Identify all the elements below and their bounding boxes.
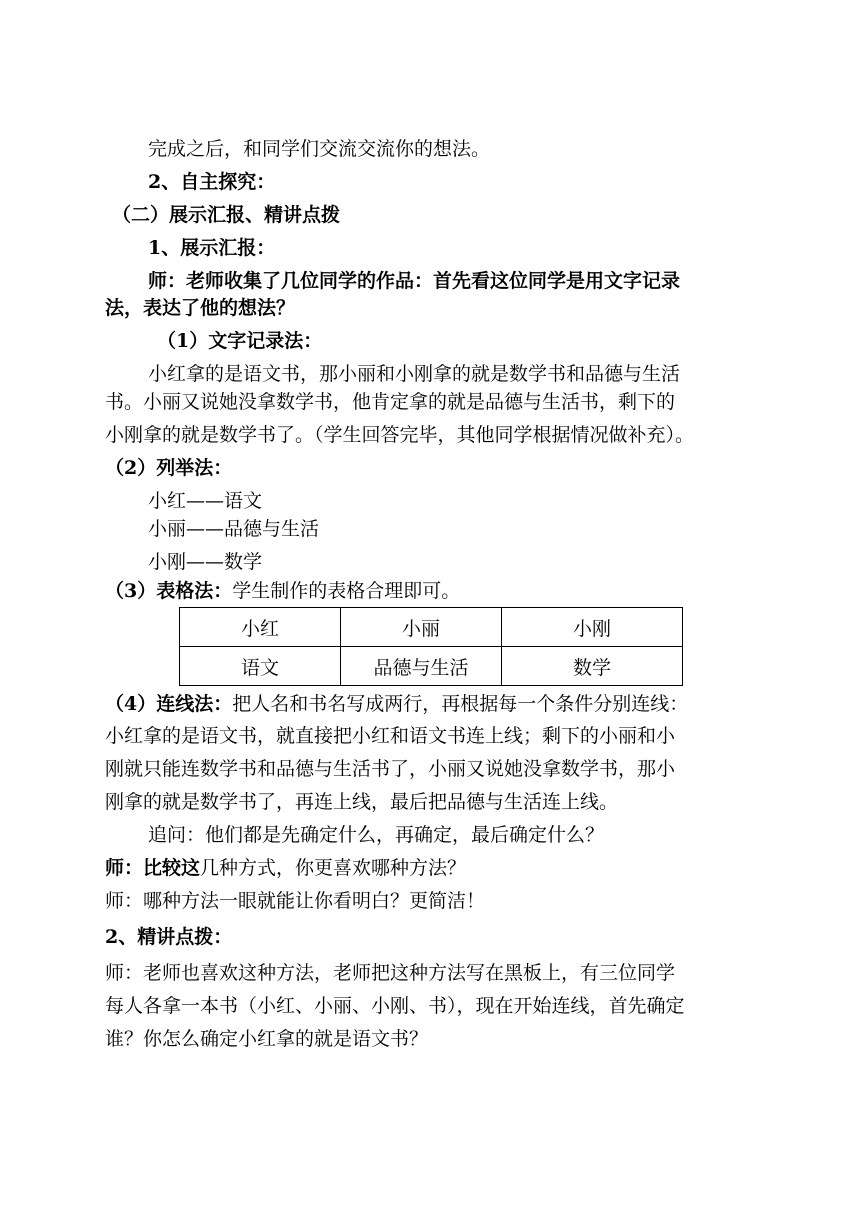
teacher-explain-line-2: 每人各拿一本书（小红、小丽、小刚、书），现在开始连线，首先确定 bbox=[105, 995, 685, 1017]
heading-show-report: 1、展示汇报： bbox=[148, 237, 276, 259]
follow-up-question: 追问：他们都是先确定什么，再确定，最后确定什么？ bbox=[148, 824, 605, 846]
paragraph-intro: 完成之后，和同学们交流交流你的想法。 bbox=[148, 138, 491, 160]
teacher-simple-line: 师：哪种方法一眼就能让你看明白？更简洁！ bbox=[105, 890, 486, 912]
line-method-line-2: 小红拿的是语文书，就直接把小红和语文书连上线；剩下的小丽和小 bbox=[105, 725, 676, 747]
line-method-line-1 bbox=[105, 693, 688, 715]
heading-explain: 2、精讲点拨： bbox=[105, 926, 233, 948]
teacher-explain-line-1: 师：老师也喜欢这种方法，老师把这种方法写在黑板上，有三位同学 bbox=[105, 962, 676, 984]
table-cell: 小丽 bbox=[341, 608, 502, 647]
table-method-line bbox=[105, 580, 460, 602]
table-cell: 小刚 bbox=[502, 608, 683, 647]
line-method-text: 把人名和书名写成两行，再根据每一个条件分别连线： bbox=[232, 693, 689, 715]
heading-text-method: （1）文字记录法： bbox=[157, 330, 323, 352]
teacher-compare-line bbox=[105, 857, 466, 879]
table-cell: 小红 bbox=[180, 608, 341, 647]
assignment-table bbox=[179, 607, 683, 686]
table-cell: 语文 bbox=[180, 647, 341, 686]
line-method-label: （4）连线法： bbox=[105, 693, 233, 715]
teacher-compare-label: 师：比较这 bbox=[105, 857, 201, 879]
list-item-xiaogang: 小刚——数学 bbox=[148, 551, 263, 573]
table-method-label: （3）表格法： bbox=[105, 580, 233, 602]
text-method-line-1: 小红拿的是语文书，那小丽和小刚拿的就是数学书和品德与生活 bbox=[148, 363, 681, 385]
table-method-text: 学生制作的表格合理即可。 bbox=[232, 580, 461, 602]
list-item-xiaoli: 小丽——品德与生活 bbox=[148, 518, 320, 540]
teacher-compare-text: 几种方式，你更喜欢哪种方法？ bbox=[200, 857, 467, 879]
text-method-line-3: 小刚拿的就是数学书了。（学生回答完毕，其他同学根据情况做补充）。 bbox=[105, 424, 695, 446]
list-item-xiaohong: 小红——语文 bbox=[148, 490, 263, 512]
line-method-line-3: 刚就只能连数学书和品德与生活书了，小丽又说她没拿数学书，那小 bbox=[105, 758, 676, 780]
heading-list-method: （2）列举法： bbox=[105, 457, 233, 479]
heading-self-explore: 2、自主探究： bbox=[148, 171, 276, 193]
text-method-line-2: 书。小丽又说她没拿数学书，他肯定拿的就是品德与生活书，剩下的 bbox=[105, 391, 676, 413]
table-row bbox=[180, 608, 683, 647]
table-cell: 品德与生活 bbox=[341, 647, 502, 686]
teacher-line-1: 师：老师收集了几位同学的作品：首先看这位同学是用文字记录 bbox=[148, 270, 681, 292]
heading-section-two: （二）展示汇报、精讲点拨 bbox=[112, 204, 341, 226]
teacher-explain-line-3: 谁？你怎么确定小红拿的就是语文书？ bbox=[105, 1028, 429, 1050]
table-cell: 数学 bbox=[502, 647, 683, 686]
table-row bbox=[180, 647, 683, 686]
line-method-line-4: 刚拿的就是数学书了，再连上线，最后把品德与生活连上线。 bbox=[105, 791, 619, 813]
teacher-line-2: 法，表达了他的想法？ bbox=[105, 297, 296, 319]
